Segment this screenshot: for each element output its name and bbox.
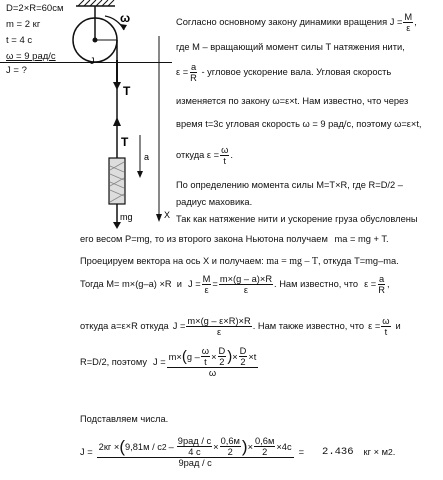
p13-den: ε	[216, 327, 222, 337]
p16-num-b: 9,81м / с	[125, 441, 162, 452]
p6-end: .	[230, 150, 233, 160]
p14-D1: D	[218, 346, 226, 356]
text-line-6	[176, 145, 233, 166]
p13-text2: . Нам также известно, что	[252, 321, 365, 331]
p16-x1: ×	[213, 441, 219, 452]
text-line-9: Так как натяжение нити и ускорение груза обусловлены	[176, 214, 418, 224]
p14-xt: ×t	[248, 351, 257, 362]
text-line-12	[80, 274, 390, 295]
p14-x1: ×	[211, 351, 217, 362]
p14-21: 2	[219, 357, 225, 367]
tension-upper-label: T	[123, 84, 131, 98]
p14-rparen: )	[227, 348, 233, 365]
text-line-14	[80, 346, 259, 378]
p16-num-a: 2кг ×	[98, 441, 120, 452]
x-axis-label: X	[164, 210, 171, 220]
given-line-3: t = 4 с	[6, 35, 33, 46]
p16-minus: –	[168, 441, 174, 452]
p16-rparen: )	[241, 437, 248, 456]
tension-lower-label: T	[121, 135, 129, 149]
p12-num2: m×(g – a)×R	[219, 274, 273, 284]
gravity-label: mg	[120, 212, 133, 222]
p13-den2: t	[384, 327, 388, 337]
p16-unit-sup: 2	[388, 446, 393, 457]
text-line-5: время t=3с угловая скорость ω = 9 рад/с, поэтому ω=ε×t,	[176, 119, 422, 129]
text-line-3	[176, 62, 391, 83]
p10-end: .	[385, 234, 389, 244]
p14-22: 2	[240, 357, 246, 367]
text-line-10	[80, 234, 389, 245]
p14-x2: ×	[232, 351, 238, 362]
pulley-diagram	[60, 0, 180, 230]
p12-eps: ε =	[364, 279, 377, 289]
p16-f3-num: 0,6м	[255, 436, 275, 446]
p1-end: ,	[414, 17, 417, 27]
p16-f2-den: 2	[227, 447, 233, 457]
given-line-4: ω = 9 рад/с	[6, 51, 56, 62]
p1-text: Согласно основному закону динамики вращения J =	[176, 17, 403, 27]
p16-den: 9рад / с	[178, 458, 212, 468]
p13-and: и	[395, 321, 401, 331]
p11-formula: ma = mg – T	[266, 256, 318, 267]
text-line-1	[176, 12, 417, 33]
p10-text: его весом P=mg, то из второго закона Ньютона получаем	[80, 234, 328, 244]
p12-J: J =	[188, 279, 201, 289]
p3-num: a	[190, 62, 197, 72]
text-line-11	[80, 256, 399, 267]
p13-num2: ω	[382, 316, 390, 326]
p13-J: J =	[172, 321, 186, 331]
p16-f1-num: 9рад / с	[177, 436, 212, 446]
p16-lparen: (	[119, 437, 125, 456]
p16-J: J =	[80, 446, 93, 457]
p12-num1: M	[202, 274, 211, 284]
p11-rest: , откуда T=mg–ma.	[317, 256, 399, 266]
text-line-13	[80, 316, 401, 337]
p12-text2: . Нам известно, что	[274, 279, 359, 289]
p13-text: откуда a=ε×R откуда	[80, 321, 169, 331]
p12-den2: ε	[243, 285, 249, 295]
p14-lparen: (	[181, 348, 187, 365]
p12-den3: R	[378, 285, 385, 295]
given-line-5: J = ?	[6, 65, 27, 76]
text-line-16	[80, 436, 395, 468]
p14-g: g –	[186, 351, 200, 362]
p14-w: ω	[201, 346, 210, 356]
acceleration-label: a	[144, 152, 150, 162]
p16-x3: ×4с	[276, 441, 292, 452]
p16-f1-den: 4 с	[188, 447, 201, 457]
p12-text: Тогда M= m×(g–a) ×R и	[80, 279, 182, 289]
p16-f3-den: 2	[262, 447, 268, 457]
p14-text: R=D/2, поэтому	[80, 356, 147, 367]
p14-J: J =	[153, 356, 166, 367]
p16-end: .	[392, 446, 396, 457]
p3-den: R	[190, 73, 197, 83]
p1-den: ε	[406, 23, 411, 33]
text-line-2: где M – вращающий момент силы T натяжения нити,	[176, 42, 405, 52]
p16-unit: кг × м	[363, 446, 388, 457]
p16-num-b-sup: 2	[161, 441, 167, 452]
given-line-2: m = 2 кг	[6, 19, 41, 30]
p16-x2: ×	[247, 441, 254, 452]
p12-den1: ε	[204, 285, 209, 295]
p14-den: ω	[208, 368, 217, 378]
p12-end: ,	[386, 279, 390, 289]
p14-m: m×	[168, 351, 182, 362]
p11-text: Проецируем вектора на ось X и получаем:	[80, 256, 264, 266]
p3-rest: - угловое ускорение вала. Угловая скорость	[198, 67, 392, 77]
p6-den: t	[223, 156, 226, 166]
p14-D2: D	[239, 346, 247, 356]
p12-eq: =	[212, 279, 218, 289]
p3-text: ε =	[176, 67, 189, 77]
p6-text: откуда ε =	[176, 150, 220, 160]
omega-label: ω	[120, 11, 131, 25]
text-line-4: изменяется по закону ω=ε×t. Нам известно, что через	[176, 96, 409, 106]
p16-result: 2.436	[322, 445, 354, 458]
p16-eq: =	[298, 446, 305, 457]
p13-num: m×(g – ε×R)×R	[187, 316, 251, 326]
given-line-1: D=2×R=60см	[6, 3, 64, 14]
p10-formula: ma = mg + T	[334, 234, 386, 244]
p1-num: M	[404, 12, 413, 22]
p12-num3: a	[379, 274, 385, 284]
p14-t: t	[204, 357, 207, 367]
p6-num: ω	[221, 145, 229, 155]
text-line-15: Подставляем числа.	[80, 414, 169, 424]
p13-eps: ε =	[368, 321, 381, 331]
text-line-7: По определению момента силы M=T×R, где R=D/2 –	[176, 180, 403, 190]
inertia-label: J	[90, 56, 95, 66]
text-line-8: радиус маховика.	[176, 197, 253, 207]
p16-f2-num: 0,6м	[220, 436, 240, 446]
